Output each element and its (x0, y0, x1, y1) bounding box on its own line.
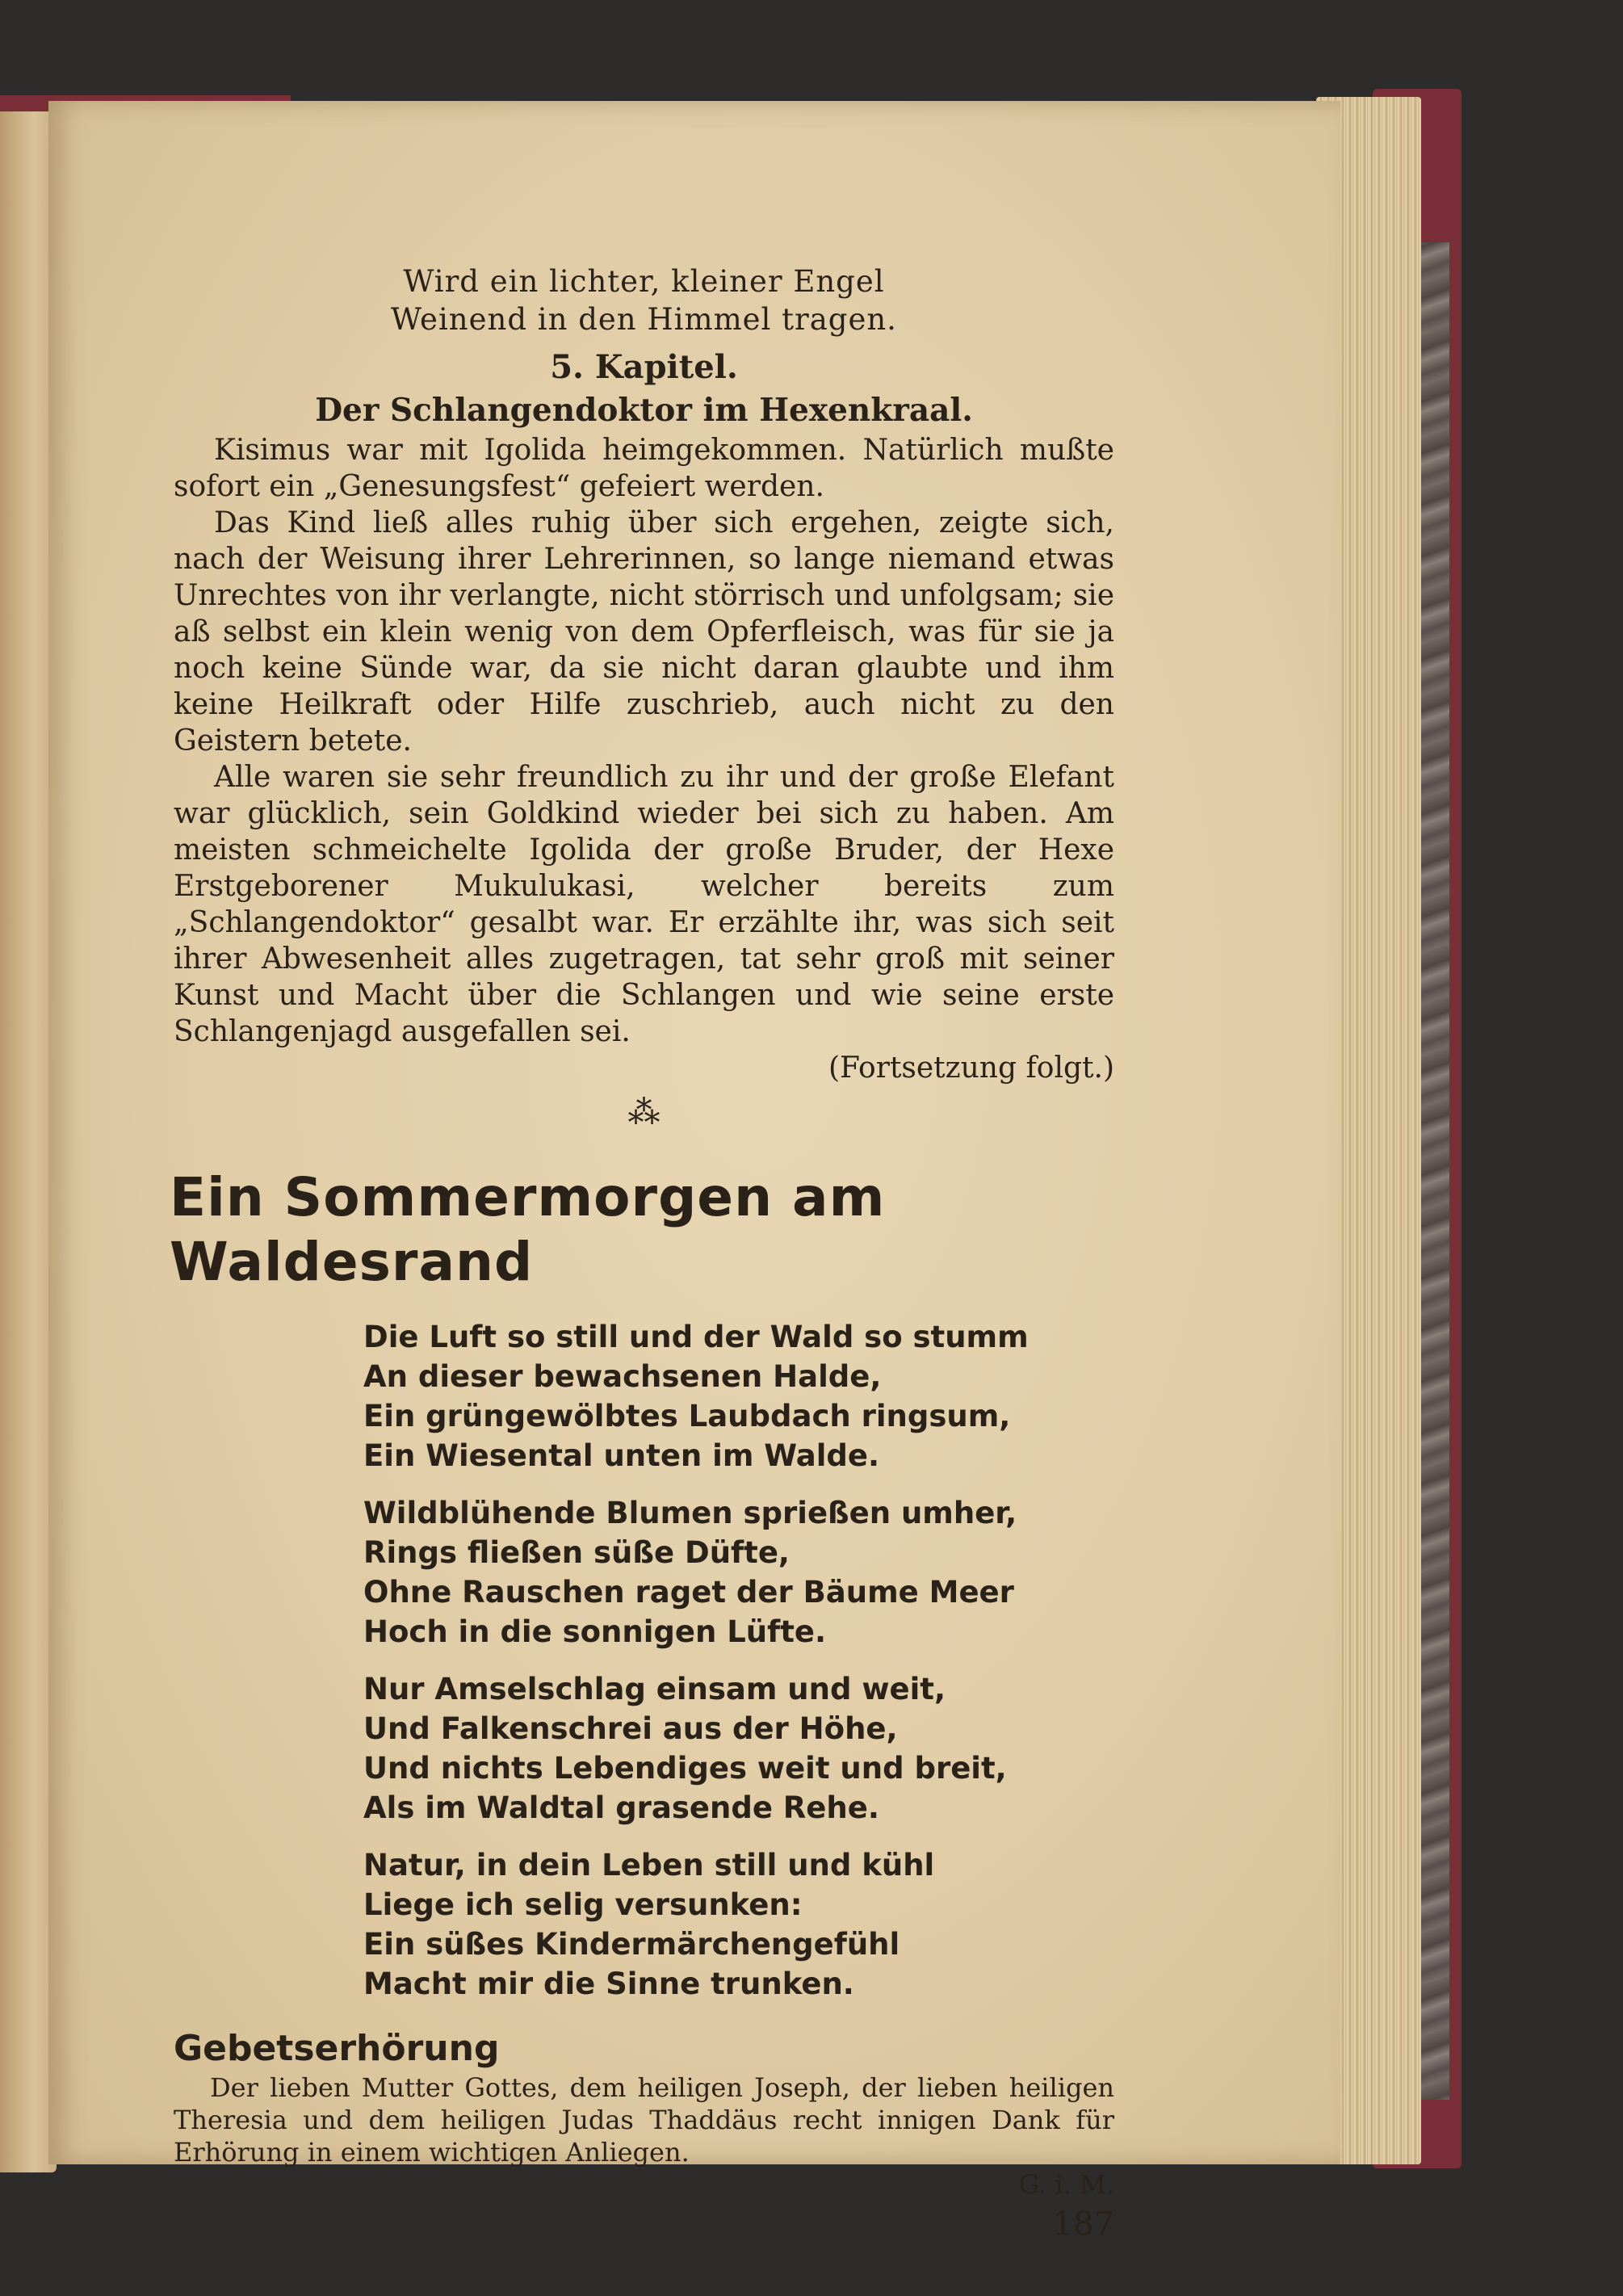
stanza (363, 1317, 1114, 1475)
stanza (363, 1845, 1114, 2004)
paragraph: Kisimus war mit Igolida heimgekommen. Natürlich mußte sofort ein „Genesungsfest“ gefeiert werden. (174, 434, 1114, 503)
poem-line: Natur, in dein Leben still und kühl (363, 1848, 935, 1883)
poem-line: Macht mir die Sinne trunken. (363, 1967, 854, 2001)
chapter-title: Der Schlangendoktor im Hexenkraal. (315, 392, 973, 429)
poem-line: Ohne Rauschen raget der Bäume Meer (363, 1575, 1014, 1610)
poem-line: An dieser bewachsenen Halde, (363, 1359, 882, 1394)
prayer-heading: Gebetserhörung (174, 2028, 500, 2069)
poem-line: Und nichts Lebendiges weit und breit, (363, 1751, 1007, 1786)
paragraph: Alle waren sie sehr freundlich zu ihr und der große Elefant war glücklich, sein Goldkind wieder bei sich zu haben. Am meisten schmeichelte Igolida der große Bruder, der Hexe Erstgeborener Mukulukasi, welcher bereits zum „Schlangendoktor“ gesalbt war. Er erzählte ihr, was sich seit ihrer Abwesenheit alles zugetragen, tat sehr groß mit seiner Kunst und Macht über die Schlangen und wie seine erste Schlangenjagd ausgefallen sei. (174, 761, 1114, 1048)
continuation-note: (Fortsetzung folgt.) (828, 1051, 1114, 1085)
prayer-text-block (174, 2071, 1114, 2201)
paragraph: Das Kind ließ alles ruhig über sich ergehen, zeigte sich, nach der Weisung ihrer Lehrerinnen, so lange niemand etwas Unrechtes von ihr verlangte, nicht störrisch und unfolgsam; sie aß selbst ein klein wenig von dem Opferfleisch, was für sie ja noch keine Sünde war, da sie nicht daran glaubte und ihm keine Heilkraft oder Hilfe zuschrieb, auch nicht zu den Geistern betete. (174, 506, 1114, 758)
poem-fragment-line: Wird ein lichter, kleiner Engel (403, 264, 885, 299)
poem-line: Ein süßes Kindermärchengefühl (363, 1927, 900, 1962)
page-number: 187 (1052, 2206, 1114, 2243)
stanza (363, 1493, 1114, 1652)
prayer-text: Der lieben Mutter Gottes, dem heiligen Joseph, der lieben heiligen Theresia und dem heiligen Judas Thaddäus recht innigen Dank für Erhörung in einem wichtigen Anliegen. (174, 2072, 1114, 2168)
poem-line: Ein grüngewölbtes Laubdach ringsum, (363, 1399, 1011, 1433)
poem-fragment (174, 262, 1114, 338)
poem (363, 1317, 1114, 2004)
poem-line: Als im Waldtal grasende Rehe. (363, 1790, 879, 1825)
chapter-body (174, 432, 1114, 1086)
prayer-signature: G. i. M. (1018, 2169, 1114, 2200)
ornament: ⁂ (627, 1094, 661, 1131)
stanza (363, 1669, 1114, 1828)
page-content (170, 262, 1114, 2244)
poem-line: Rings fließen süße Düfte, (363, 1535, 790, 1570)
poem-fragment-line: Weinend in den Himmel tragen. (391, 302, 897, 337)
poem-title: Ein Sommermorgen am Waldesrand (170, 1166, 886, 1293)
poem-line: Und Falkenschrei aus der Höhe, (363, 1711, 898, 1746)
poem-line: Nur Amselschlag einsam und weit, (363, 1672, 946, 1706)
poem-line: Hoch in die sonnigen Lüfte. (363, 1614, 827, 1649)
poem-line: Wildblühende Blumen sprießen umher, (363, 1496, 1017, 1530)
poem-line: Ein Wiesental unten im Walde. (363, 1438, 880, 1473)
poem-line: Die Luft so still und der Wald so stumm (363, 1320, 1029, 1354)
chapter-number: 5. Kapitel. (550, 348, 738, 386)
poem-line: Liege ich selig versunken: (363, 1887, 803, 1922)
